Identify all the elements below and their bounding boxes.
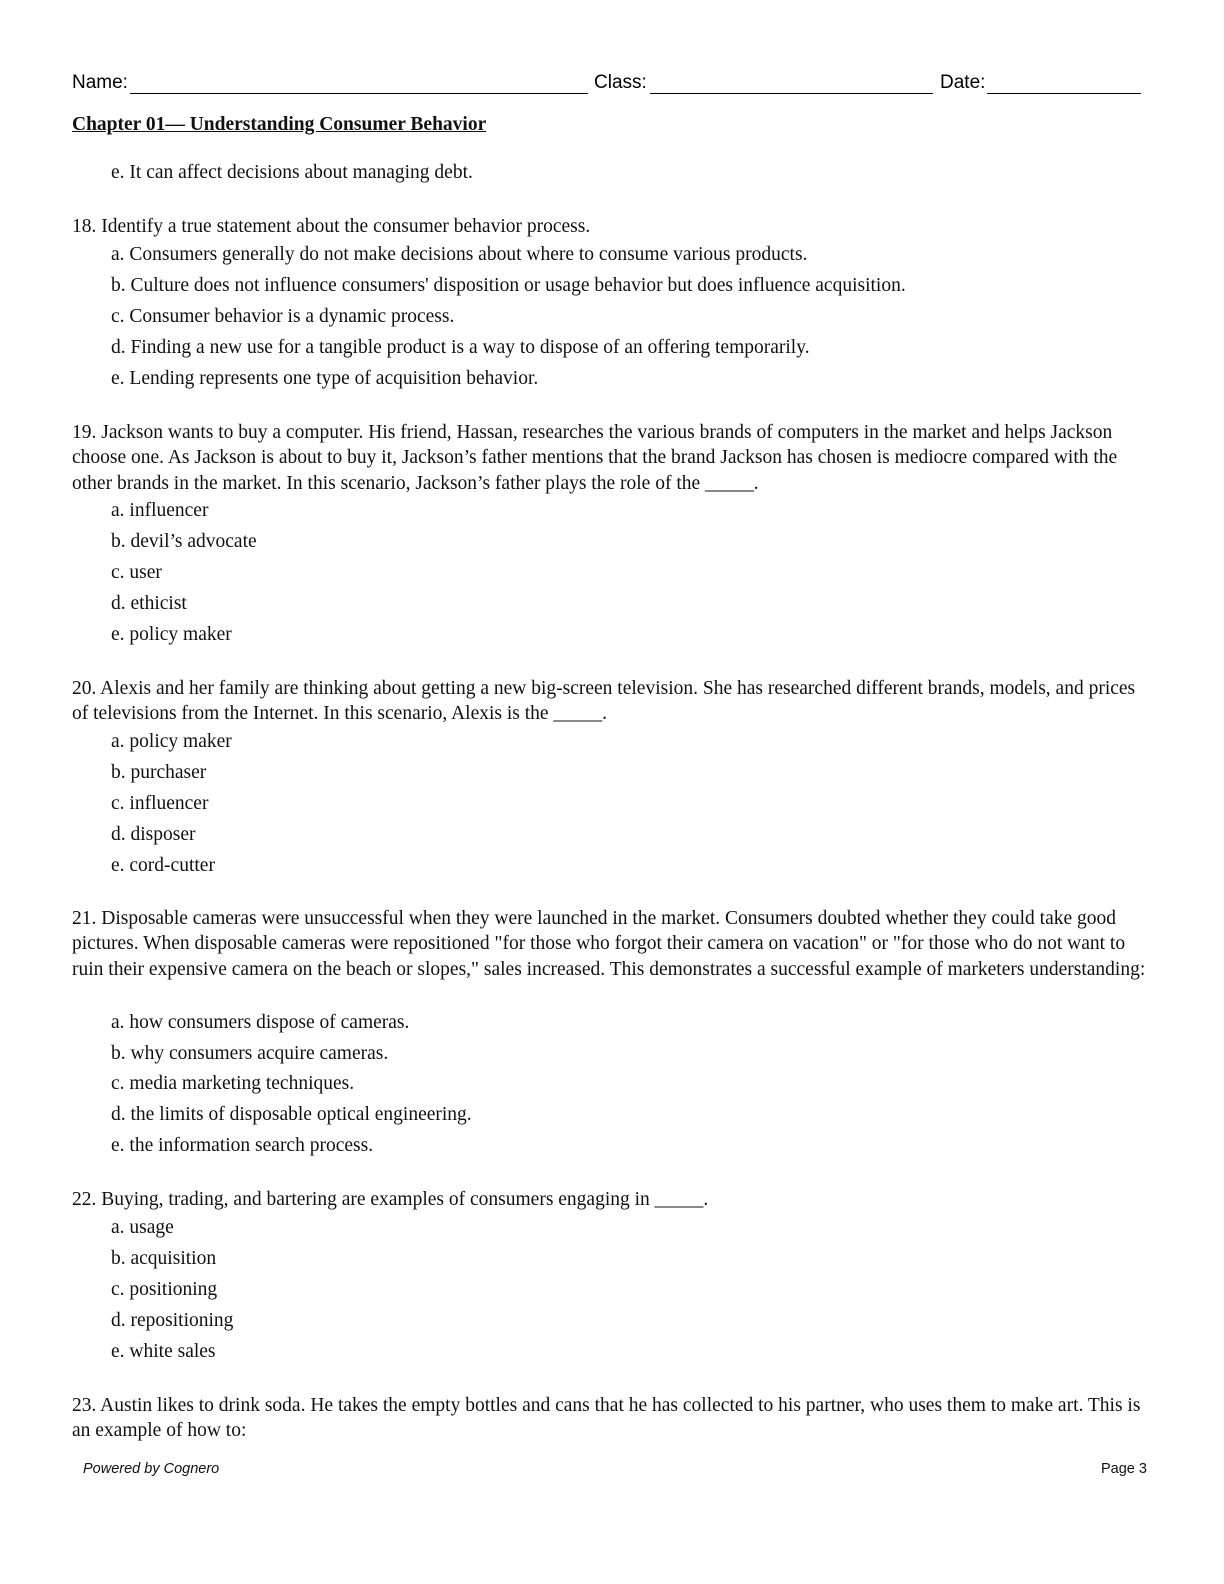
question-22-option-e: e. white sales: [111, 1341, 216, 1362]
question-20-stem: 20. Alexis and her family are thinking about getting a new big-screen television. She has researched different brands, models, and prices of televisions from the Internet. In this scenario, Alexis is the _____.: [72, 678, 1136, 725]
question-18-option-c: c. Consumer behavior is a dynamic process.: [111, 306, 455, 327]
question-18-option-e: e. Lending represents one type of acquisition behavior.: [111, 368, 539, 389]
question-23-stem: 23. Austin likes to drink soda. He takes the empty bottles and cans that he has collected to his partner, who uses them to make art. This is an example of how to:: [72, 1395, 1141, 1442]
question-19-option-e: e. policy maker: [111, 624, 232, 645]
question-19-option-d: d. ethicist: [111, 593, 187, 614]
question-20-option-c: c. influencer: [111, 793, 209, 814]
question-21-option-b: b. why consumers acquire cameras.: [111, 1043, 389, 1064]
question-19-option-a: a. influencer: [111, 500, 209, 521]
question-21-option-e: e. the information search process.: [111, 1135, 374, 1156]
name-line: [130, 93, 588, 94]
carryover-option: e. It can affect decisions about managing debt.: [111, 162, 473, 183]
question-20-option-a: a. policy maker: [111, 731, 232, 752]
question-20-option-e: e. cord-cutter: [111, 855, 215, 876]
class-label: Class:: [594, 72, 647, 93]
question-22-option-c: c. positioning: [111, 1279, 218, 1300]
class-line: [650, 93, 933, 94]
question-22-option-a: a. usage: [111, 1217, 174, 1238]
question-19-option-b: b. devil’s advocate: [111, 531, 257, 552]
powered-by-footer: Powered by Cognero: [83, 1461, 220, 1477]
question-22-option-b: b. acquisition: [111, 1248, 217, 1269]
question-21-stem: 21. Disposable cameras were unsuccessful when they were launched in the market. Consumers doubted whether they could take good pictures. When disposable cameras were repositioned "for those who forgot their camera on vacation" or "for those who do not want to ruin their expensive camera on the beach or slopes," sales increased. This demonstrates a successful example of marketers understanding:: [72, 908, 1146, 980]
date-label: Date:: [940, 72, 986, 93]
question-18-stem: 18. Identify a true statement about the consumer behavior process.: [72, 216, 591, 237]
page-number: Page 3: [1101, 1461, 1147, 1477]
question-20-option-b: b. purchaser: [111, 762, 207, 783]
question-18-option-a: a. Consumers generally do not make decisions about where to consume various products.: [111, 244, 808, 265]
name-label: Name:: [72, 72, 128, 93]
question-20-option-d: d. disposer: [111, 824, 196, 845]
question-18-option-b: b. Culture does not influence consumers' disposition or usage behavior but does influence acquisition.: [111, 275, 906, 296]
question-22-option-d: d. repositioning: [111, 1310, 234, 1331]
question-22-stem: 22. Buying, trading, and bartering are examples of consumers engaging in _____.: [72, 1189, 709, 1210]
date-line: [987, 93, 1141, 94]
chapter-title: Chapter 01— Understanding Consumer Behavior: [72, 114, 487, 135]
question-19-stem: 19. Jackson wants to buy a computer. His friend, Hassan, researches the various brands of computers in the market and helps Jackson choose one. As Jackson is about to buy it, Jackson’s father mentions that the brand Jackson has chosen is mediocre compared with the other brands in the market. In this scenario, Jackson’s father plays the role of the _____.: [72, 422, 1118, 494]
question-21-option-d: d. the limits of disposable optical engineering.: [111, 1104, 472, 1125]
question-21-option-a: a. how consumers dispose of cameras.: [111, 1012, 410, 1033]
question-21-option-c: c. media marketing techniques.: [111, 1073, 355, 1094]
question-19-option-c: c. user: [111, 562, 162, 583]
question-18-option-d: d. Finding a new use for a tangible product is a way to dispose of an offering temporarily.: [111, 337, 810, 358]
